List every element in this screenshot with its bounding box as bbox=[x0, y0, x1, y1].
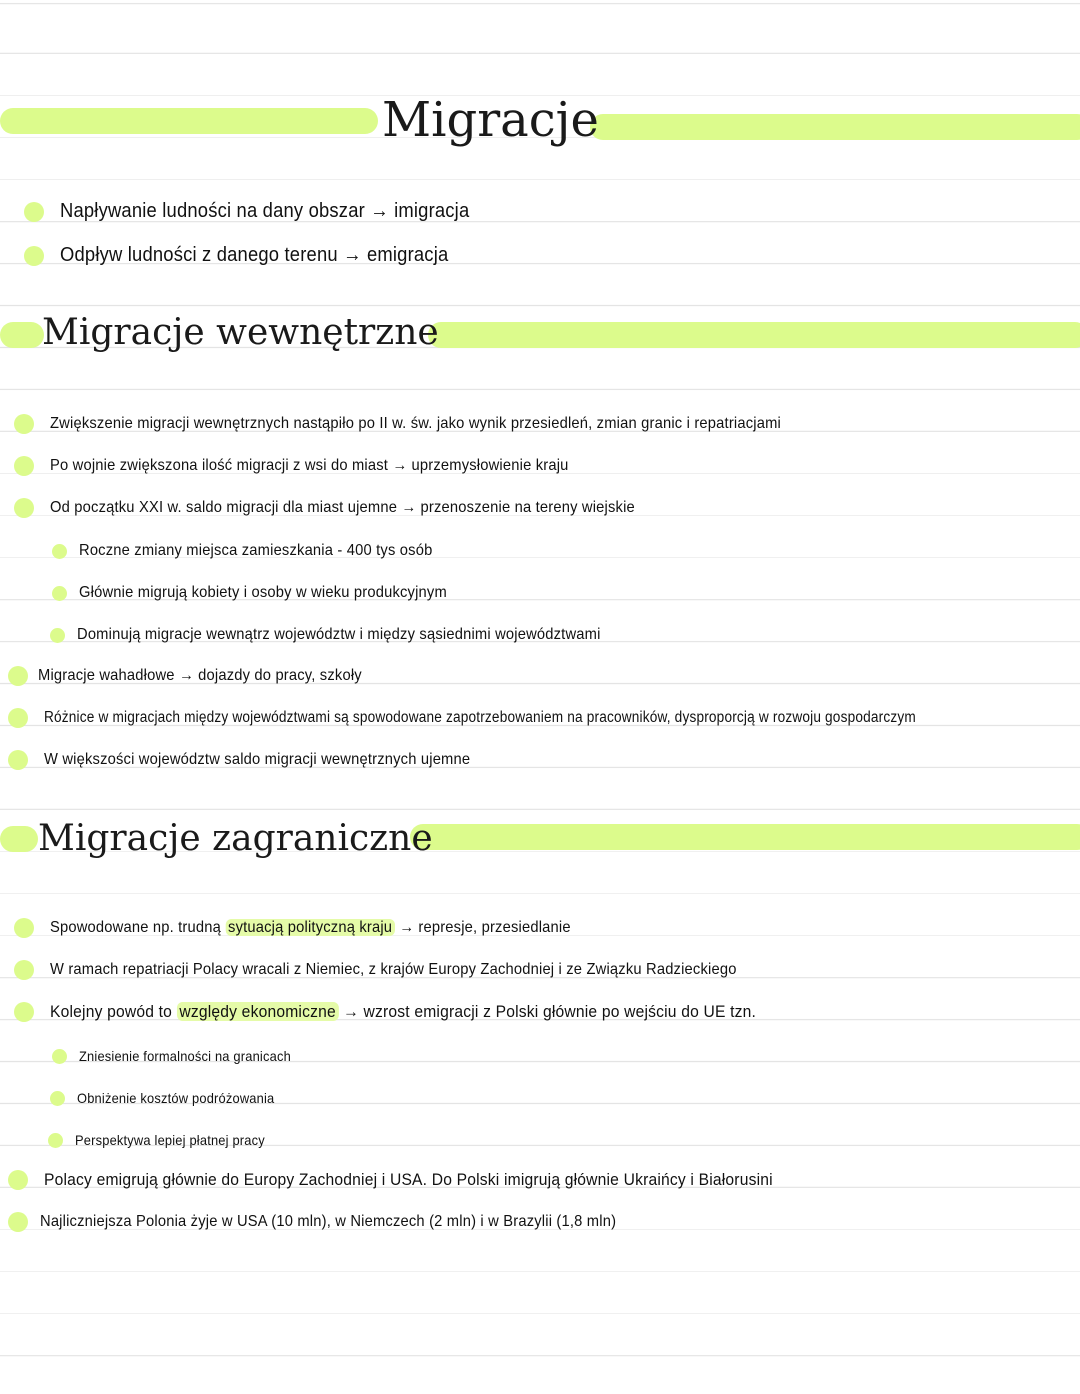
highlight-bar bbox=[0, 108, 378, 134]
list-item: Różnice w migracjach między województwami są spowodowane zapotrzebowaniem na pracowników, dysproporcją w rozwoju gospodarczym bbox=[8, 708, 1035, 728]
bullet-icon bbox=[8, 666, 28, 686]
list-item: Najliczniejsza Polonia żyje w USA (10 mln), w Niemczech (2 mln) i w Brazylii (1,8 mln) bbox=[8, 1212, 666, 1232]
sub-list-item: Dominują migracje wewnątrz województw i między sąsiednimi województwami bbox=[50, 626, 646, 644]
bullet-icon bbox=[50, 1091, 65, 1106]
bullet-icon bbox=[14, 918, 34, 938]
page-title: Migracje bbox=[382, 92, 599, 148]
highlight-bar bbox=[0, 322, 44, 348]
bullet-icon bbox=[52, 544, 67, 559]
section-heading: Migracje zagraniczne bbox=[38, 818, 433, 859]
list-item: Migracje wahadłowe → dojazdy do pracy, szkoły bbox=[8, 666, 390, 686]
bullet-icon bbox=[52, 586, 67, 601]
list-item: W większości województw saldo migracji wewnętrznych ujemne bbox=[8, 750, 507, 770]
bullet-icon bbox=[14, 414, 34, 434]
bullet-icon bbox=[14, 498, 34, 518]
bullet-icon bbox=[52, 1049, 67, 1064]
bullet-icon bbox=[14, 456, 34, 476]
list-item: Zwiększenie migracji wewnętrznych nastąpiło po II w. św. jako wynik przesiedleń, zmian granic i repatriacjami bbox=[14, 414, 845, 434]
bullet-icon bbox=[8, 1212, 28, 1232]
list-item: Po wojnie zwiększona ilość migracji z wsi do miast → uprzemysłowienie kraju bbox=[14, 456, 614, 476]
sub-list-item: Perspektywa lepiej płatnej pracy bbox=[48, 1132, 281, 1148]
section-heading: Migracje wewnętrzne bbox=[42, 312, 439, 353]
sub-list-item: Obniżenie kosztów podróżowania bbox=[50, 1090, 292, 1106]
sub-list-item: Głównie migrują kobiety i osoby w wieku produkcyjnym bbox=[52, 584, 479, 602]
bullet-icon bbox=[14, 1002, 34, 1022]
highlighted-text: sytuacją polityczną kraju bbox=[225, 919, 395, 936]
list-item: W ramach repatriacji Polacy wracali z Niemiec, z krajów Europy Zachodniej i ze Związku Radzieckiego bbox=[14, 960, 796, 980]
list-item: Od początku XXI w. saldo migracji dla miast ujemne → przenoszenie na tereny wiejskie bbox=[14, 498, 686, 518]
list-item: Spowodowane np. trudną sytuacją polityczną kraju → represje, przesiedlanie bbox=[14, 918, 616, 938]
bullet-icon bbox=[50, 628, 65, 643]
bullet-icon bbox=[8, 708, 28, 728]
bullet-icon bbox=[14, 960, 34, 980]
bullet-icon bbox=[24, 202, 44, 222]
bullet-icon bbox=[8, 750, 28, 770]
list-item: Napływanie ludności na dany obszar → imigracja bbox=[24, 200, 505, 223]
highlight-bar bbox=[428, 322, 1080, 348]
bullet-icon bbox=[8, 1170, 28, 1190]
bullet-icon bbox=[48, 1133, 63, 1148]
list-item: Odpływ ludności z danego terenu → emigracja bbox=[24, 244, 482, 267]
sub-list-item: Zniesienie formalności na granicach bbox=[52, 1048, 309, 1064]
list-item: Polacy emigrują głównie do Europy Zachodniej i USA. Do Polski imigrują głównie Ukraińcy i Białorusini bbox=[8, 1170, 836, 1190]
highlight-bar bbox=[410, 824, 1080, 850]
highlight-bar bbox=[0, 826, 38, 852]
highlight-bar bbox=[590, 114, 1080, 140]
list-item: Kolejny powód to względy ekonomiczne → wzrost emigracji z Polski głównie po wejściu do UE tzn. bbox=[14, 1002, 817, 1022]
bullet-icon bbox=[24, 246, 44, 266]
sub-list-item: Roczne zmiany miejsca zamieszkania - 400 tys osób bbox=[52, 542, 463, 560]
highlighted-text: względy ekonomiczne bbox=[177, 1002, 339, 1021]
